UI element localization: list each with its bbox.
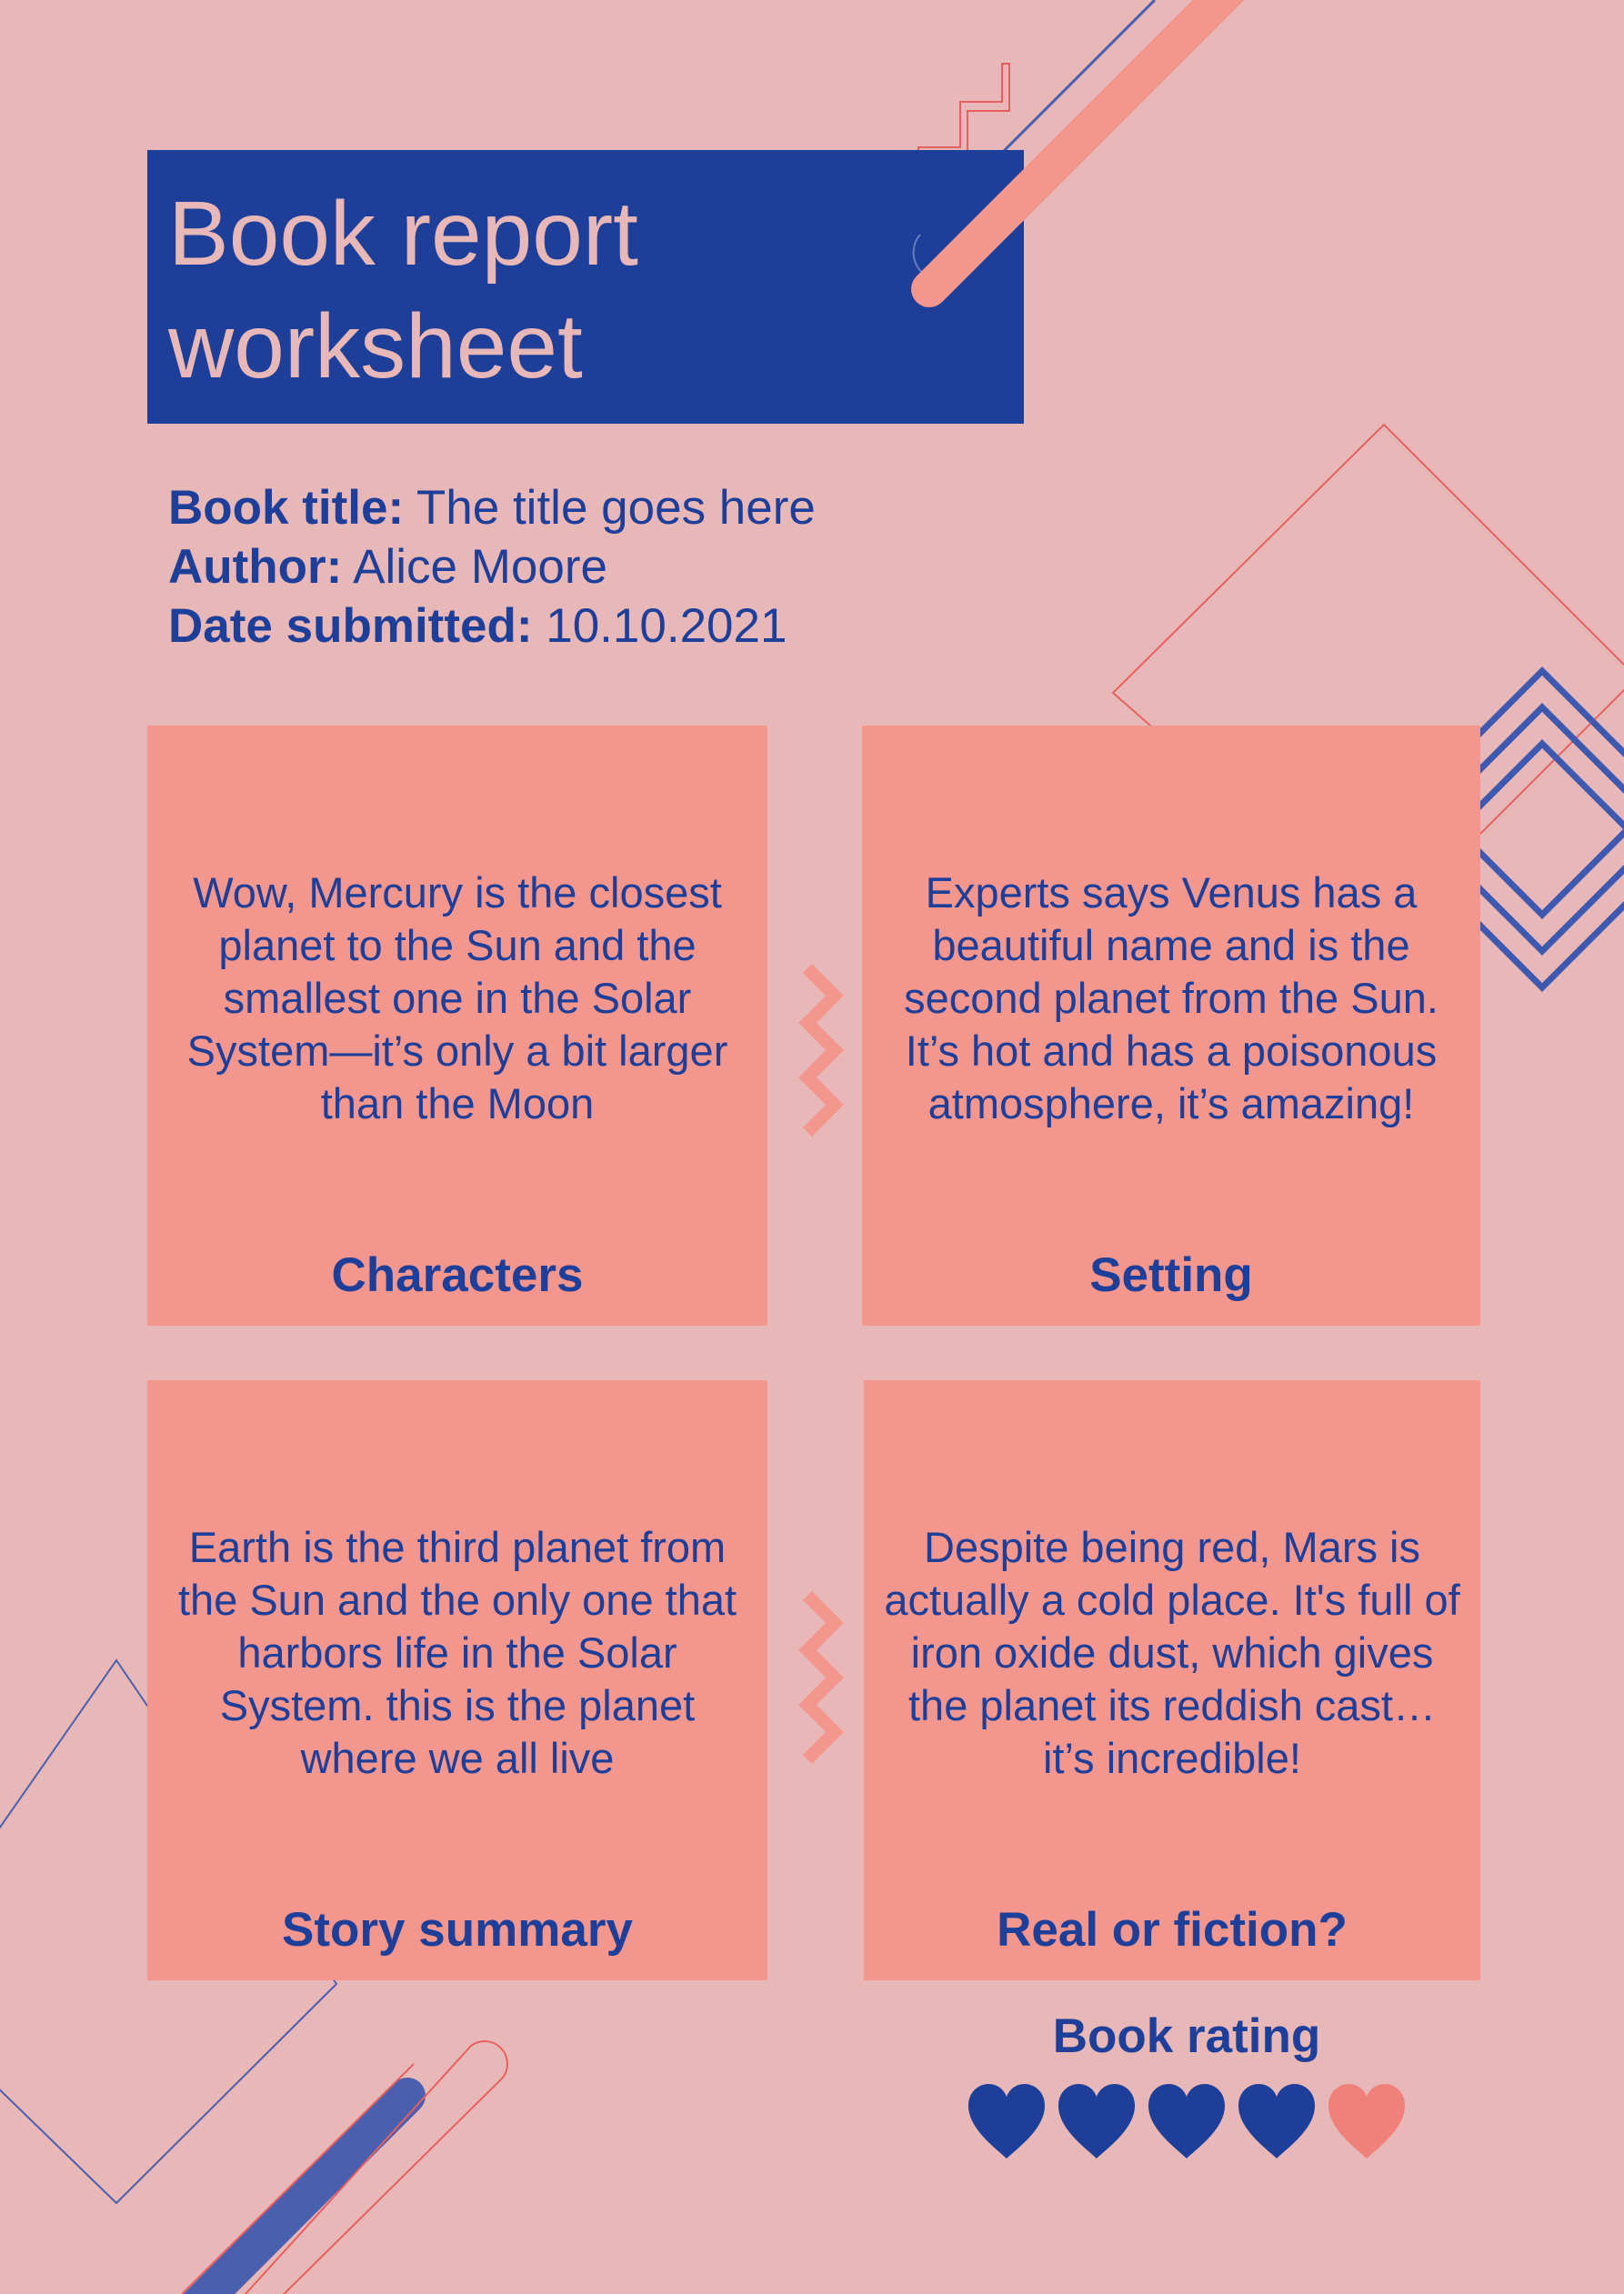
author-line [168,537,816,596]
heart-filled-icon [1238,2084,1315,2159]
card-story-summary [147,1380,767,1980]
card-characters [147,726,767,1326]
page-title-line-2: worksheet [168,296,583,397]
heart-filled-icon [1148,2084,1225,2159]
card-story-summary-title: Story summary [282,1903,633,1957]
heart-filled-icon [1058,2084,1135,2159]
card-characters-title: Characters [331,1248,584,1302]
date-line [168,596,816,656]
bottom-blue-stripe [164,2096,407,2294]
heart-filled-icon [968,2084,1045,2159]
card-setting-text: Experts says Venus has a beautiful name and is the second planet from the Sun. It’s hot and has a poisonous atmosphere, it’s amazing! [904,868,1439,1127]
author-value: Alice Moore [353,540,607,594]
page-title [168,177,859,403]
book-title-label: Book title: [168,481,405,535]
chevron-bottom [807,1596,835,1759]
card-story-summary-text: Earth is the third planet from the Sun and the only one that harbors life in the Solar System. this is the planet where we all live [177,1523,737,1782]
book-rating-hearts [964,2082,1473,2164]
heart-empty-icon [1328,2084,1405,2159]
book-title-line [168,478,816,537]
author-label: Author: [168,540,343,594]
card-real-or-fiction-title: Real or fiction? [997,1903,1348,1957]
card-setting-title: Setting [1089,1248,1253,1302]
bottom-red-capsule [246,2041,507,2294]
blue-diamond-inner [1457,744,1624,915]
book-rating-title: Book rating [1052,2009,1321,2063]
date-value: 10.10.2021 [546,599,787,653]
chevron-top [807,968,835,1132]
book-title-value: The title goes here [416,481,816,535]
card-real-or-fiction-text: Despite being red, Mars is actually a cold place. It's full of iron oxide dust, which gives the planet its reddish cast… it’s incredible! [884,1523,1460,1782]
card-real-or-fiction [864,1380,1480,1980]
date-label: Date submitted: [168,599,533,653]
bottom-red-line [182,2064,414,2294]
card-characters-text: Wow, Mercury is the closest planet to the Sun and the smallest one in the Solar System—it’s only a bit larger than the Moon [186,868,728,1127]
page-title-line-1: Book report [168,183,638,285]
card-setting [862,726,1480,1326]
book-info [168,478,816,656]
title-banner [147,150,1024,424]
